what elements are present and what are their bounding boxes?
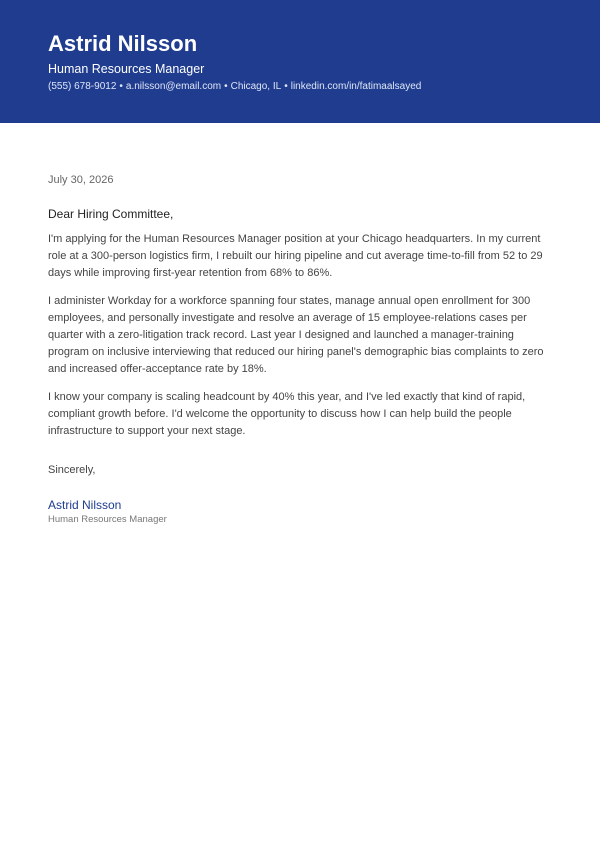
letter-date: July 30, 2026 — [48, 174, 114, 186]
signature-title: Human Resources Manager — [48, 514, 167, 526]
letterhead — [0, 0, 600, 123]
location: Chicago, IL — [230, 81, 282, 92]
phone-number: (555) 678-9012 — [48, 81, 117, 92]
salutation: Dear Hiring Committee, — [48, 207, 174, 221]
linkedin-link[interactable]: linkedin.com/in/fatimaalsayed — [290, 81, 422, 92]
applicant-title: Human Resources Manager — [48, 62, 205, 76]
paragraph-2: I administer Workday for a workforce spanning four states, manage annual open enrollment for 300 employees, and personally investigate and resolve an average of 15 employee-relations cases per quarter with a zero-litigation track record. Last year I designed and launched a manager-training program on inclusive interviewing that reduced our hiring panel's demographic bias complaints to zero and increased offer-acceptance rate by 18%. — [48, 294, 544, 376]
closing: Sincerely, — [48, 464, 96, 477]
paragraph-3: I know your company is scaling headcount by 40% this year, and I've led exactly that kind of rapid, compliant growth before. I'd welcome the opportunity to discuss how I can help build the people infrastructure to support your next stage. — [48, 390, 526, 438]
email-link[interactable]: a.nilsson@email.com — [125, 81, 222, 92]
separator: • — [224, 81, 228, 92]
letter-body — [0, 173, 600, 526]
separator: • — [119, 81, 123, 92]
signature-name: Astrid Nilsson — [48, 498, 122, 513]
contact-line — [48, 81, 552, 93]
separator: • — [284, 81, 288, 92]
paragraph-1: I'm applying for the Human Resources Manager position at your Chicago headquarters. In my current role at a 300-person logistics firm, I rebuilt our hiring pipeline and cut average time-to-fill from 52 to 29 days while improving first-year retention from 68% to 86%. — [48, 233, 543, 280]
applicant-name: Astrid Nilsson — [48, 31, 198, 56]
